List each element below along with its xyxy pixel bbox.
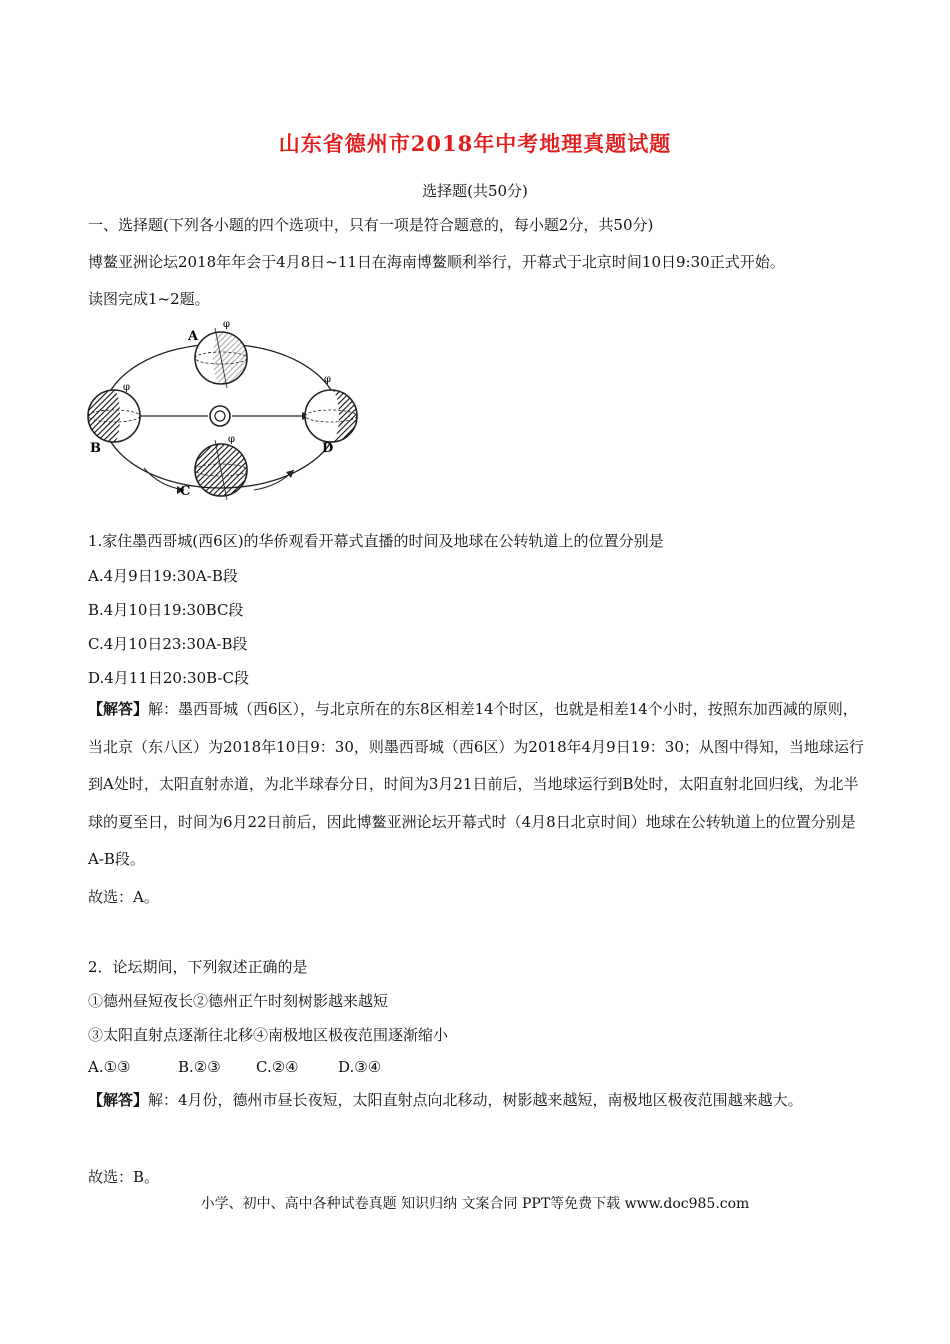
q2-statements: ①德州昼短夜长②德州正午时刻树影越来越短 bbox=[88, 992, 389, 1010]
q1-option-d: D.4月11日20:30B-C段 bbox=[88, 669, 249, 687]
page-footer: 小学、初中、高中各种试卷真题 知识归纳 文案合同 PPT等免费下载 www.doc985.com bbox=[200, 1196, 750, 1212]
question-1-stem: 1.家住墨西哥城(西6区)的华侨观看开幕式直播的时间及地球在公转轨道上的位置分别是 bbox=[88, 532, 664, 550]
intro-text: 读图完成1~2题。 bbox=[88, 290, 210, 308]
q1-option-a: A.4月9日19:30A-B段 bbox=[88, 567, 238, 585]
earth-globe-d bbox=[305, 390, 357, 442]
q2-option-b: B.②③ bbox=[178, 1058, 221, 1076]
q2-statements: ③太阳直射点逐渐往北移④南极地区极夜范围逐渐缩小 bbox=[88, 1026, 449, 1044]
q1-option-b: B.4月10日19:30BC段 bbox=[88, 601, 244, 619]
question-2-stem: 2．论坛期间，下列叙述正确的是 bbox=[88, 958, 308, 976]
intro-text: 博鳌亚洲论坛2018年年会于4月8日~11日在海南博鳌顺利举行，开幕式于北京时间10日9:30正式开始。 bbox=[88, 253, 785, 271]
q2-option-c: C.②④ bbox=[256, 1058, 299, 1076]
answer-label: 【解答】 bbox=[88, 1091, 149, 1109]
answer-label: 【解答】 bbox=[88, 700, 149, 718]
answer-text: 解：4月份，德州市昼长夜短，太阳直射点向北移动，树影越来越短，南极地区极夜范围越来越大。 bbox=[148, 1091, 803, 1109]
label-a: A bbox=[188, 329, 199, 344]
earth-globe-c bbox=[195, 440, 247, 500]
q2-option-a: A.①③ bbox=[88, 1058, 131, 1076]
axis-symbol-b: φ bbox=[123, 382, 131, 393]
section-subtitle: 选择题(共50分) bbox=[422, 182, 528, 200]
earth-orbit-diagram bbox=[84, 318, 360, 508]
section-heading: 一、选择题(下列各小题的四个选项中，只有一项是符合题意的，每小题2分，共50分) bbox=[88, 216, 654, 234]
axis-symbol-c: φ bbox=[228, 434, 236, 445]
label-d: D bbox=[322, 441, 334, 456]
q1-option-c: C.4月10日23:30A-B段 bbox=[88, 635, 248, 653]
earth-globe-b bbox=[88, 390, 140, 442]
q2-options bbox=[88, 1058, 381, 1076]
earth-globe-a bbox=[195, 328, 247, 388]
q1-choice: 故选：A。 bbox=[88, 888, 159, 906]
q2-option-d: D.③④ bbox=[338, 1058, 382, 1076]
q2-choice: 故选：B。 bbox=[88, 1168, 160, 1186]
q2-answer-explanation bbox=[88, 1082, 868, 1120]
axis-symbol-a: φ bbox=[223, 319, 231, 330]
label-b: B bbox=[90, 441, 101, 456]
axis-symbol-d: φ bbox=[324, 374, 332, 385]
label-c: C bbox=[180, 484, 191, 499]
document-title: 山东省德州市2018年中考地理真题试题 bbox=[278, 131, 672, 156]
answer-text: 解：墨西哥城（西6区），与北京所在的东8区相差14个时区，也就是相差14个小时，按照东加西减的原则，当北京（东八区）为2018年10日9：30，则墨西哥城（西6区）为2018年4月9日19：30；从图中得知，当地球运行到A处时，太阳直射赤道，为北半球春分日，时间为3月21日前后，当地球运行到B处时，太阳直射北回归线，为北半球的夏至日，时间为6月22日前后，因此博鳌亚洲论坛开幕式时（4月8日北京时间）地球在公转轨道上的位置分别是A-B段。 bbox=[88, 700, 864, 868]
q1-answer-explanation bbox=[88, 691, 868, 879]
